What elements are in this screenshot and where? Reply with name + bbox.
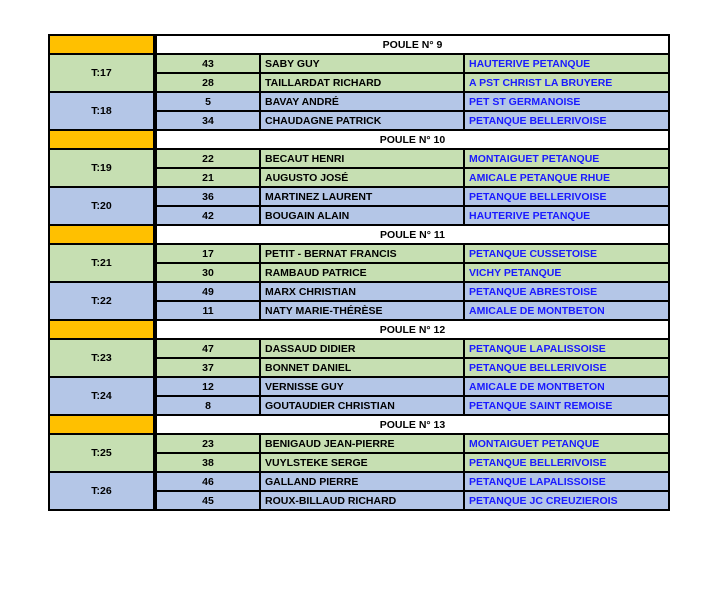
player-row: [49, 54, 669, 73]
player-name: AUGUSTO JOSÉ: [260, 168, 464, 187]
player-club: PETANQUE SAINT REMOISE: [464, 396, 669, 415]
player-number: 34: [155, 111, 260, 130]
poule-table-body: [49, 35, 669, 510]
player-row: [49, 149, 669, 168]
player-club: MONTAIGUET PETANQUE: [464, 149, 669, 168]
player-name: GALLAND PIERRE: [260, 472, 464, 491]
player-name: MARTINEZ LAURENT: [260, 187, 464, 206]
player-number: 49: [155, 282, 260, 301]
poule-header-row: [49, 225, 669, 244]
player-name: BOUGAIN ALAIN: [260, 206, 464, 225]
player-number: 28: [155, 73, 260, 92]
player-row: [49, 434, 669, 453]
player-number: 8: [155, 396, 260, 415]
player-name: BONNET DANIEL: [260, 358, 464, 377]
player-name: CHAUDAGNE PATRICK: [260, 111, 464, 130]
player-number: 46: [155, 472, 260, 491]
player-club: PETANQUE JC CREUZIEROIS: [464, 491, 669, 510]
player-name: SABY GUY: [260, 54, 464, 73]
player-number: 21: [155, 168, 260, 187]
terrain-label: T:26: [49, 472, 155, 510]
player-club: PETANQUE LAPALISSOISE: [464, 472, 669, 491]
poule-title: POULE N° 12: [155, 320, 669, 339]
player-number: 22: [155, 149, 260, 168]
terrain-label: T:22: [49, 282, 155, 320]
player-club: PETANQUE LAPALISSOISE: [464, 339, 669, 358]
poule-title: POULE N° 13: [155, 415, 669, 434]
poule-title: POULE N° 11: [155, 225, 669, 244]
player-club: PETANQUE BELLERIVOISE: [464, 358, 669, 377]
terrain-label: T:23: [49, 339, 155, 377]
player-club: AMICALE DE MONTBETON: [464, 377, 669, 396]
player-name: ROUX-BILLAUD RICHARD: [260, 491, 464, 510]
player-name: PETIT - BERNAT FRANCIS: [260, 244, 464, 263]
player-club: PETANQUE BELLERIVOISE: [464, 111, 669, 130]
poule-header-row: [49, 35, 669, 54]
player-club: VICHY PETANQUE: [464, 263, 669, 282]
player-row: [49, 472, 669, 491]
poule-title: POULE N° 10: [155, 130, 669, 149]
player-name: RAMBAUD PATRICE: [260, 263, 464, 282]
player-number: 38: [155, 453, 260, 472]
player-row: [49, 339, 669, 358]
terrain-label: T:18: [49, 92, 155, 130]
player-name: BENIGAUD JEAN-PIERRE: [260, 434, 464, 453]
player-number: 30: [155, 263, 260, 282]
player-club: MONTAIGUET PETANQUE: [464, 434, 669, 453]
player-number: 23: [155, 434, 260, 453]
poule-marker: [49, 320, 155, 339]
player-row: [49, 282, 669, 301]
player-number: 36: [155, 187, 260, 206]
player-number: 37: [155, 358, 260, 377]
player-name: NATY MARIE-THÉRÈSE: [260, 301, 464, 320]
player-number: 42: [155, 206, 260, 225]
player-club: AMICALE PETANQUE RHUE: [464, 168, 669, 187]
player-club: PET ST GERMANOISE: [464, 92, 669, 111]
terrain-label: T:21: [49, 244, 155, 282]
terrain-label: T:24: [49, 377, 155, 415]
player-club: A PST CHRIST LA BRUYERE: [464, 73, 669, 92]
player-number: 12: [155, 377, 260, 396]
terrain-label: T:25: [49, 434, 155, 472]
player-number: 17: [155, 244, 260, 263]
poule-marker: [49, 35, 155, 54]
poule-marker: [49, 130, 155, 149]
poule-header-row: [49, 415, 669, 434]
player-number: 11: [155, 301, 260, 320]
player-name: MARX CHRISTIAN: [260, 282, 464, 301]
player-row: [49, 92, 669, 111]
player-number: 43: [155, 54, 260, 73]
player-row: [49, 187, 669, 206]
player-club: HAUTERIVE PETANQUE: [464, 206, 669, 225]
poule-marker: [49, 415, 155, 434]
player-name: BECAUT HENRI: [260, 149, 464, 168]
player-name: TAILLARDAT RICHARD: [260, 73, 464, 92]
player-row: [49, 377, 669, 396]
poule-title: POULE N° 9: [155, 35, 669, 54]
player-number: 45: [155, 491, 260, 510]
terrain-label: T:17: [49, 54, 155, 92]
terrain-label: T:19: [49, 149, 155, 187]
poule-header-row: [49, 130, 669, 149]
poule-sheet: [48, 34, 668, 511]
player-name: DASSAUD DIDIER: [260, 339, 464, 358]
player-club: PETANQUE ABRESTOISE: [464, 282, 669, 301]
poule-table: [48, 34, 670, 511]
player-club: HAUTERIVE PETANQUE: [464, 54, 669, 73]
poule-marker: [49, 225, 155, 244]
player-name: BAVAY ANDRÉ: [260, 92, 464, 111]
player-club: PETANQUE CUSSETOISE: [464, 244, 669, 263]
player-name: VUYLSTEKE SERGE: [260, 453, 464, 472]
player-number: 5: [155, 92, 260, 111]
player-number: 47: [155, 339, 260, 358]
player-club: PETANQUE BELLERIVOISE: [464, 453, 669, 472]
player-name: VERNISSE GUY: [260, 377, 464, 396]
player-row: [49, 244, 669, 263]
terrain-label: T:20: [49, 187, 155, 225]
player-club: AMICALE DE MONTBETON: [464, 301, 669, 320]
player-club: PETANQUE BELLERIVOISE: [464, 187, 669, 206]
player-name: GOUTAUDIER CHRISTIAN: [260, 396, 464, 415]
poule-header-row: [49, 320, 669, 339]
